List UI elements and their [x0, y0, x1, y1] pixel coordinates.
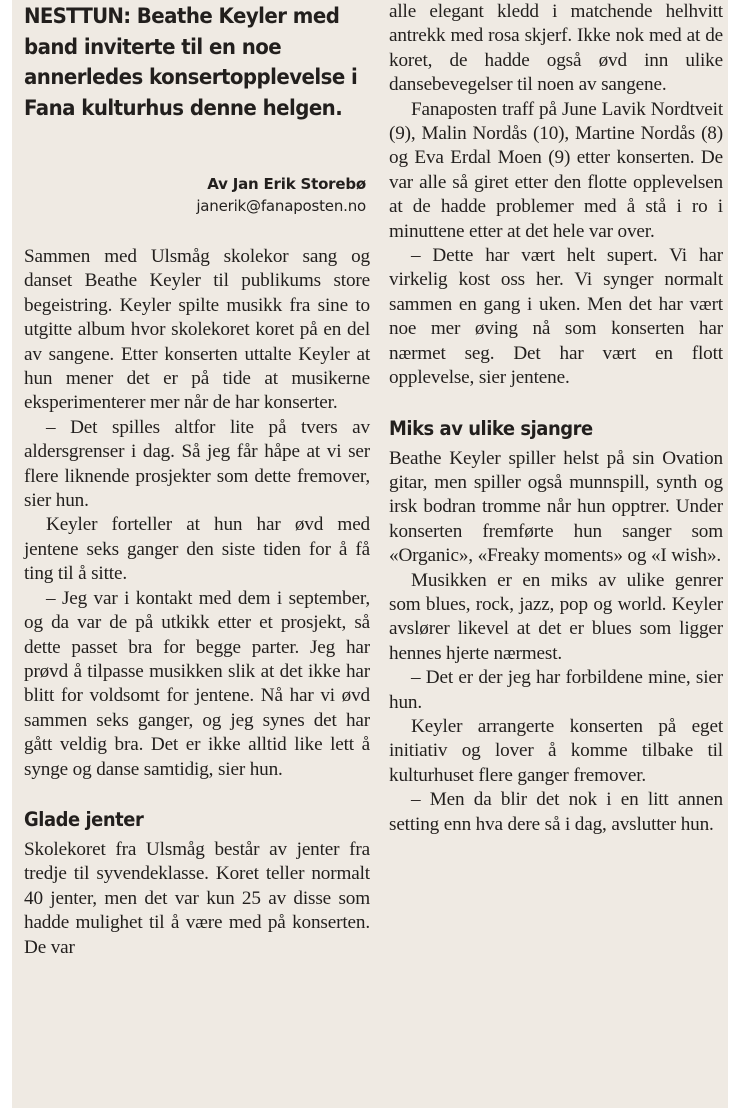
lead-text: Beathe Keyler med band inviterte til en noe annerledes konsertopplevelse i Fana kulturhus denne helgen. — [24, 4, 358, 121]
author-name: Av Jan Erik Storebø — [207, 175, 366, 193]
right-column — [389, 0, 723, 837]
article-body-section-2 — [389, 447, 723, 838]
article-body-right — [389, 0, 723, 391]
paragraph: – Jeg var i kontakt med dem i september, og da var de på utkikk etter et prosjekt, så dette passet bra for begge parter. Jeg har prøvd å tilpasse musikken slik at det ikke har blitt for voldsomt for jentene. Nå har vi øvd sammen seks ganger, og jeg synes det har gått veldig bra. Det er ikke alltid like lett å synge og danse samtidig, sier hun. — [24, 587, 370, 780]
paragraph: – Men da blir det nok i en litt annen setting enn hva dere så i dag, avslutter hun. — [389, 789, 723, 835]
paragraph: – Det er der jeg har forbildene mine, sier hun. — [389, 667, 723, 713]
author-email: janerik@fanaposten.no — [196, 197, 366, 215]
dateline: NESTTUN: — [24, 4, 131, 29]
article-lead — [24, 2, 370, 124]
paragraph: Fanaposten traff på June Lavik Nordtveit (9), Malin Nordås (10), Martine Nordås (8) og Eva Erdal Moen (9) etter konserten. De var alle så giret etter den flotte opplevelsen at de hadde problemer med å stå i ro i minuttene etter at det hele var over. — [389, 98, 723, 242]
paragraph: Keyler arrangerte konserten på eget initiativ og lover å komme tilbake til kulturhuset flere ganger fremover. — [389, 715, 723, 786]
paragraph: Skolekoret fra Ulsmåg består av jenter fra tredje til syvendeklasse. Koret teller normalt 40 jenter, men det var kun 25 av disse som hadde mulighet til å være med på konserten. De var — [24, 838, 370, 958]
left-column — [24, 0, 370, 960]
paragraph: Sammen med Ulsmåg skolekor sang og danset Beathe Keyler til publikums store begeistring. Keyler spilte musikk fra sine to utgitte album hvor skolekoret koret på en del av sangene. Etter konserten uttalte Keyler at hun mener det er på tide at musikerne eksperimenterer mer når de har konserter. — [24, 246, 370, 414]
article-body-left — [24, 245, 370, 782]
paragraph: Keyler forteller at hun har øvd med jentene seks ganger den siste tiden for å få ting til å sitte. — [24, 514, 370, 585]
paragraph: Beathe Keyler spiller helst på sin Ovation gitar, men spiller også munnspill, synth og irsk bodran tromme når hun opptrer. Under konserten fremførte hun sanger som «Organic», «Freaky moments» og «I wish». — [389, 447, 723, 567]
subheading-miks-av-ulike-sjangre: Miks av ulike sjangre — [389, 416, 593, 440]
article-body-section-1 — [24, 838, 370, 960]
paragraph: – Dette har vært helt supert. Vi har virkelig kost oss her. Vi synger normalt sammen en gang i uken. Men det har vært noe mer øving nå som konserten har nærmet seg. Det har vært en flott opplevelse, sier jentene. — [389, 245, 723, 389]
newspaper-clipping — [12, 0, 728, 1108]
paragraph: Musikken er en miks av ulike genrer som blues, rock, jazz, pop og world. Keyler avslører likevel at det er blues som ligger hennes hjerte nærmest. — [389, 569, 723, 664]
byline — [24, 173, 366, 217]
paragraph: – Det spilles altfor lite på tvers av aldersgrenser i dag. Så jeg får håpe at vi ser flere liknende prosjekter som dette fremover, sier hun. — [24, 416, 370, 512]
paragraph: alle elegant kledd i matchende helhvitt antrekk med rosa skjerf. Ikke nok med at de koret, de hadde også øvd inn ulike dansebevegelser til noen av sangene. — [389, 1, 723, 96]
subheading-glade-jenter: Glade jenter — [24, 807, 144, 831]
